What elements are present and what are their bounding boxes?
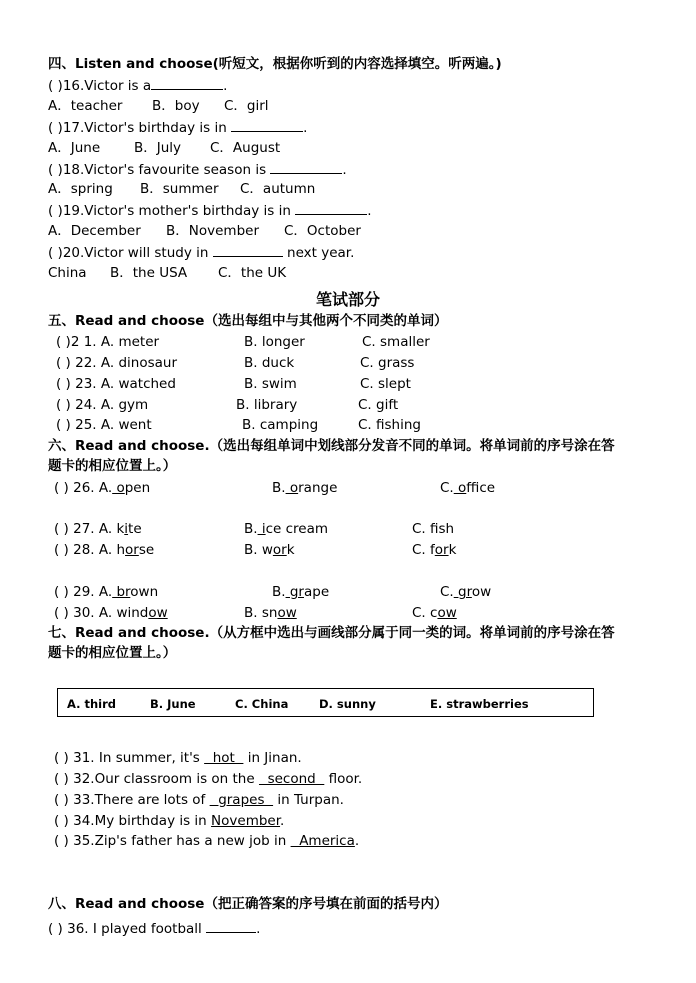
q16-stem: ( )16.Victor is a — [48, 78, 152, 94]
q28-pre: ( ) 28. A. h — [54, 542, 126, 558]
q16-blank[interactable] — [151, 77, 223, 90]
word-box — [57, 688, 594, 717]
q25-b: B. camping — [242, 417, 319, 433]
q29-b-rest: ape — [303, 584, 330, 600]
q33 — [54, 792, 344, 809]
question-19 — [48, 202, 372, 220]
q20-option-c: C．the UK — [218, 265, 287, 281]
q31 — [54, 750, 302, 767]
q17-stem: ( )17.Victor's birthday is in — [48, 120, 227, 136]
q32-post: floor. — [324, 771, 363, 787]
section4-title: 四、Listen and choose(听短文，根据你听到的内容选择填空。听两遍。) — [48, 56, 502, 72]
q25-a: ( ) 25. A. went — [56, 417, 152, 433]
q25 — [56, 417, 421, 434]
section7-title-line1: 七、Read and choose.（从方框中选出与画线部分属于同一类的词。将单词前的序号涂在答 — [48, 625, 615, 641]
q23-c: C. slept — [360, 376, 411, 392]
q26-a-rest: pen — [124, 480, 151, 496]
q26-b-underline: o — [285, 480, 299, 496]
q16-option-c: C．girl — [224, 98, 269, 114]
q29-c-pre: C. — [440, 584, 454, 600]
q22-a: ( ) 22. A. dinosaur — [56, 355, 178, 371]
q29-c-rest: ow — [471, 584, 492, 600]
q36-end: . — [256, 921, 261, 937]
q30-b-underline: ow — [277, 605, 297, 621]
q28 — [54, 542, 457, 559]
q18-options — [48, 181, 316, 198]
q17-end: . — [303, 120, 308, 136]
q35-post: . — [354, 833, 360, 849]
q19-end: . — [367, 203, 372, 219]
q24-a: ( ) 24. A. gym — [56, 397, 149, 413]
q29 — [54, 584, 492, 601]
q26-pre: ( ) 26. A. — [54, 480, 113, 496]
q21-c: C. smaller — [362, 334, 430, 350]
q19-blank[interactable] — [295, 202, 367, 215]
q33-underline: grapes — [209, 792, 274, 808]
q27-a-rest: te — [128, 521, 142, 537]
q22-b: B. duck — [244, 355, 295, 371]
q27-pre: ( ) 27. A. k — [54, 521, 125, 537]
q18-option-a: A．spring — [48, 181, 113, 197]
q26 — [54, 480, 496, 497]
q26-a-underline: o — [112, 480, 125, 496]
q30-c-pre: C. c — [412, 605, 438, 621]
q34 — [54, 813, 284, 830]
q26-c-underline: o — [453, 480, 467, 496]
q17-option-c: C．August — [210, 140, 281, 156]
q29-b-underline: gr — [285, 584, 304, 600]
word-box-b: B. June — [150, 697, 196, 711]
q20-option-b: B．the USA — [110, 265, 188, 281]
word-box-a: A. third — [67, 697, 117, 711]
q23 — [56, 376, 411, 393]
q19-options — [48, 223, 361, 240]
q20-stem: ( )20.Victor will study in — [48, 245, 209, 261]
q18-option-b: B．summer — [140, 181, 219, 197]
q32 — [54, 771, 362, 788]
q27 — [54, 521, 455, 538]
q24-c: C. gift — [358, 397, 399, 413]
q18-end: . — [342, 162, 347, 178]
q30-b-pre: B. sn — [244, 605, 278, 621]
q30-c-underline: ow — [437, 605, 457, 621]
q29-b-pre: B. — [272, 584, 286, 600]
q20-options — [48, 265, 287, 282]
section8-title: 八、Read and choose（把正确答案的序号填在前面的括号内） — [48, 896, 448, 912]
q20-end: next year. — [287, 245, 355, 261]
q31-pre: ( ) 31. In summer, it's — [54, 750, 200, 766]
q27-b-pre: B. — [244, 521, 258, 537]
q23-b: B. swim — [244, 376, 297, 392]
word-box-e: E. strawberries — [430, 697, 529, 711]
q30-a-underline: ow — [148, 605, 168, 621]
q32-underline: second — [258, 771, 325, 787]
q28-c-rest: k — [448, 542, 457, 558]
q22-c: C. grass — [360, 355, 415, 371]
section6-title-line1: 六、Read and choose.（选出每组单词中划线部分发音不同的单词。将单词前的序号涂在答 — [48, 438, 615, 454]
question-17 — [48, 119, 307, 137]
question-20 — [48, 244, 354, 262]
q20-blank[interactable] — [213, 244, 283, 257]
q18-option-c: C．autumn — [240, 181, 316, 197]
word-box-c: C. China — [235, 697, 289, 711]
q18-stem: ( )18.Victor's favourite season is — [48, 162, 267, 178]
q34-underline: November — [211, 813, 281, 829]
q21-a: ( )2 1. A. meter — [56, 334, 160, 350]
q24 — [56, 397, 399, 414]
q17-option-b: B．July — [134, 140, 182, 156]
section7-title-line2: 题卡的相应位置上。） — [48, 645, 177, 661]
section5-title: 五、Read and choose（选出每组中与其他两个不同类的单词） — [48, 313, 448, 329]
q28-b-rest: k — [286, 542, 295, 558]
q16-options — [48, 98, 269, 115]
question-16 — [48, 77, 227, 95]
written-part-heading: 笔试部分 — [315, 290, 380, 309]
q28-c-pre: C. f — [412, 542, 435, 558]
question-18 — [48, 161, 347, 179]
q31-underline: hot — [204, 750, 244, 766]
q36 — [48, 920, 260, 938]
q29-c-underline: gr — [453, 584, 472, 600]
q27-b-rest: ce cream — [265, 521, 329, 537]
q36-blank[interactable] — [206, 920, 256, 933]
q19-stem: ( )19.Victor's mother's birthday is in — [48, 203, 291, 219]
q28-a-underline: or — [125, 542, 139, 558]
q24-b: B. library — [236, 397, 298, 413]
q25-c: C. fishing — [358, 417, 421, 433]
q18-blank[interactable] — [270, 161, 342, 174]
q29-a-underline: br — [112, 584, 131, 600]
q21-b: B. longer — [244, 334, 305, 350]
q16-option-a: A．teacher — [48, 98, 123, 114]
q16-option-b: B．boy — [152, 98, 200, 114]
q28-c-underline: or — [434, 542, 449, 558]
word-box-d: D. sunny — [319, 697, 376, 711]
q19-option-a: A．December — [48, 223, 141, 239]
q21 — [56, 334, 430, 351]
q33-post: in Turpan. — [273, 792, 344, 808]
q30 — [54, 605, 457, 622]
q17-options — [48, 140, 281, 157]
q34-pre: ( ) 34.My birthday is in — [54, 813, 207, 829]
q36-stem: ( ) 36. I played football — [48, 921, 202, 937]
q35-pre: ( ) 35.Zip's father has a new job in — [54, 833, 287, 849]
q26-c-pre: C. — [440, 480, 454, 496]
q32-pre: ( ) 32.Our classroom is on the — [54, 771, 255, 787]
q16-end: . — [223, 78, 228, 94]
q19-option-c: C．October — [284, 223, 361, 239]
q27-b-underline: i — [257, 521, 266, 537]
q27-c-pre: C. f — [412, 521, 439, 537]
q35-underline: America — [290, 833, 355, 849]
q26-c-rest: ffice — [466, 480, 496, 496]
q26-b-rest: range — [298, 480, 338, 496]
q26-b-pre: B. — [272, 480, 286, 496]
q29-a-rest: own — [130, 584, 159, 600]
q19-option-b: B．November — [166, 223, 259, 239]
q27-c-rest: sh — [438, 521, 455, 537]
q29-pre: ( ) 29. A. — [54, 584, 113, 600]
q34-post: . — [280, 813, 285, 829]
q30-pre: ( ) 30. A. wind — [54, 605, 149, 621]
q31-post: in Jinan. — [243, 750, 302, 766]
q22 — [56, 355, 415, 372]
q17-blank[interactable] — [231, 119, 303, 132]
q17-option-a: A．June — [48, 140, 101, 156]
q23-a: ( ) 23. A. watched — [56, 376, 176, 392]
q20-option-a: China — [48, 265, 87, 281]
q28-a-rest: se — [138, 542, 155, 558]
q33-pre: ( ) 33.There are lots of — [54, 792, 206, 808]
q27-a-underline: i — [124, 521, 129, 537]
q28-b-pre: B. w — [244, 542, 273, 558]
section6-title-line2: 题卡的相应位置上。） — [48, 458, 177, 474]
q28-b-underline: or — [272, 542, 287, 558]
q35 — [54, 833, 359, 850]
